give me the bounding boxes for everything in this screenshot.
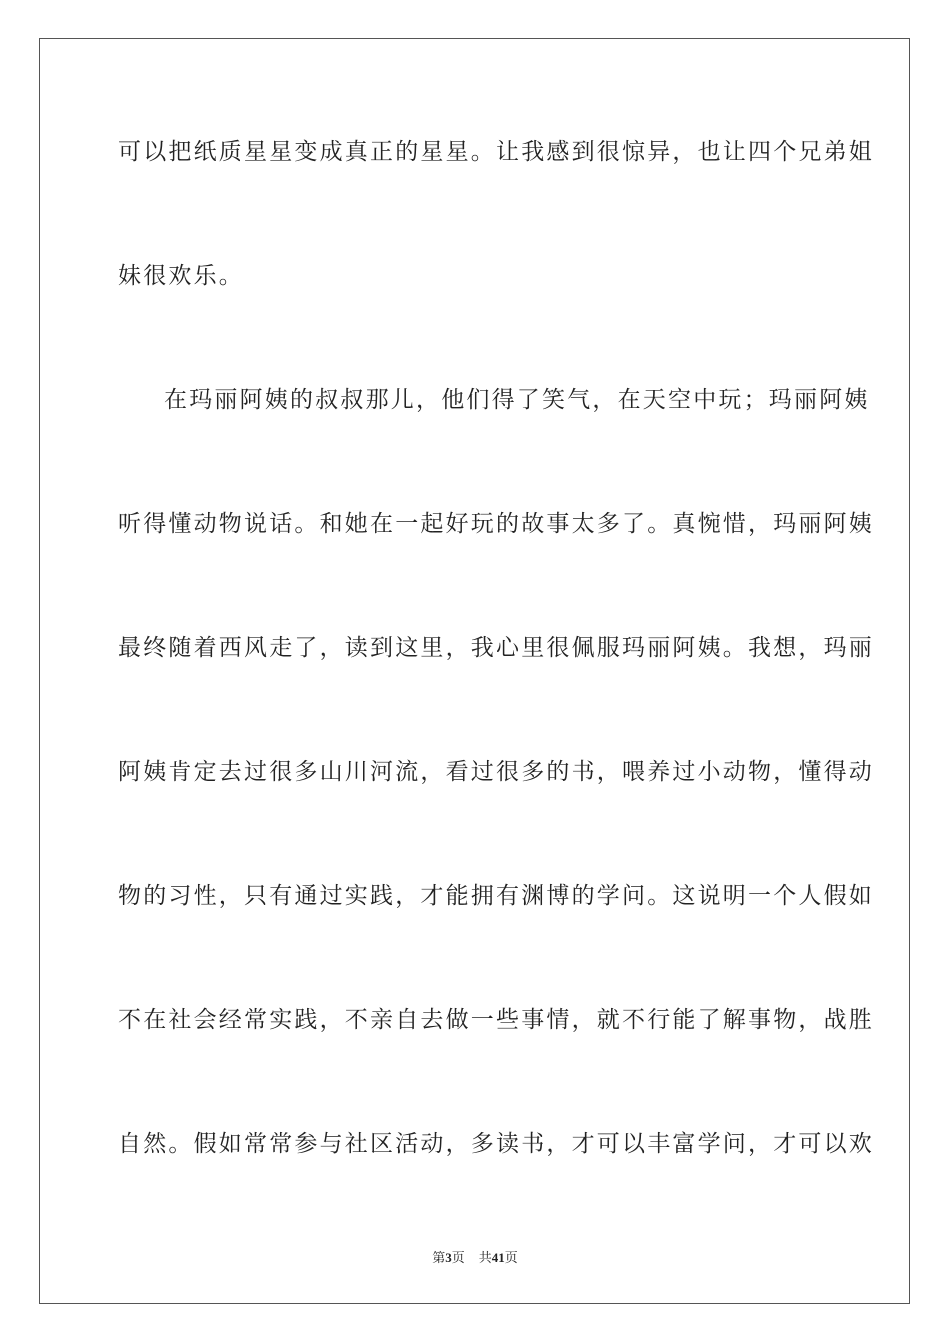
text-line-3: 在玛丽阿姨的叔叔那儿，他们得了笑气，在天空中玩；玛丽阿姨 [164, 387, 870, 413]
total-pages: 41 [491, 1250, 505, 1265]
text-line-8: 不在社会经常实践，不亲自去做一些事情，就不行能了解事物，战胜 [118, 1007, 874, 1033]
page-number: 3 [445, 1250, 452, 1265]
page-footer [0, 1247, 950, 1266]
text-line-4: 听得懂动物说话。和她在一起好玩的故事太多了。真惋惜，玛丽阿姨 [118, 511, 874, 537]
text-line-6: 阿姨肯定去过很多山川河流，看过很多的书，喂养过小动物，懂得动 [118, 759, 874, 785]
page-border [39, 38, 910, 1304]
text-line-7: 物的习性，只有通过实践，才能拥有渊博的学问。这说明一个人假如 [118, 883, 874, 909]
text-line-1: 可以把纸质星星变成真正的星星。让我感到很惊异，也让四个兄弟姐 [118, 139, 874, 165]
text-line-5: 最终随着西风走了，读到这里，我心里很佩服玛丽阿姨。我想，玛丽 [118, 635, 874, 661]
text-line-2: 妹很欢乐。 [118, 263, 244, 289]
total-prefix: 共 [478, 1251, 492, 1266]
page-prefix: 第 [432, 1251, 446, 1266]
text-line-9: 自然。假如常常参与社区活动，多读书，才可以丰富学问，才可以欢 [118, 1131, 874, 1157]
page-suffix: 页 [451, 1251, 465, 1266]
total-suffix: 页 [504, 1251, 518, 1266]
